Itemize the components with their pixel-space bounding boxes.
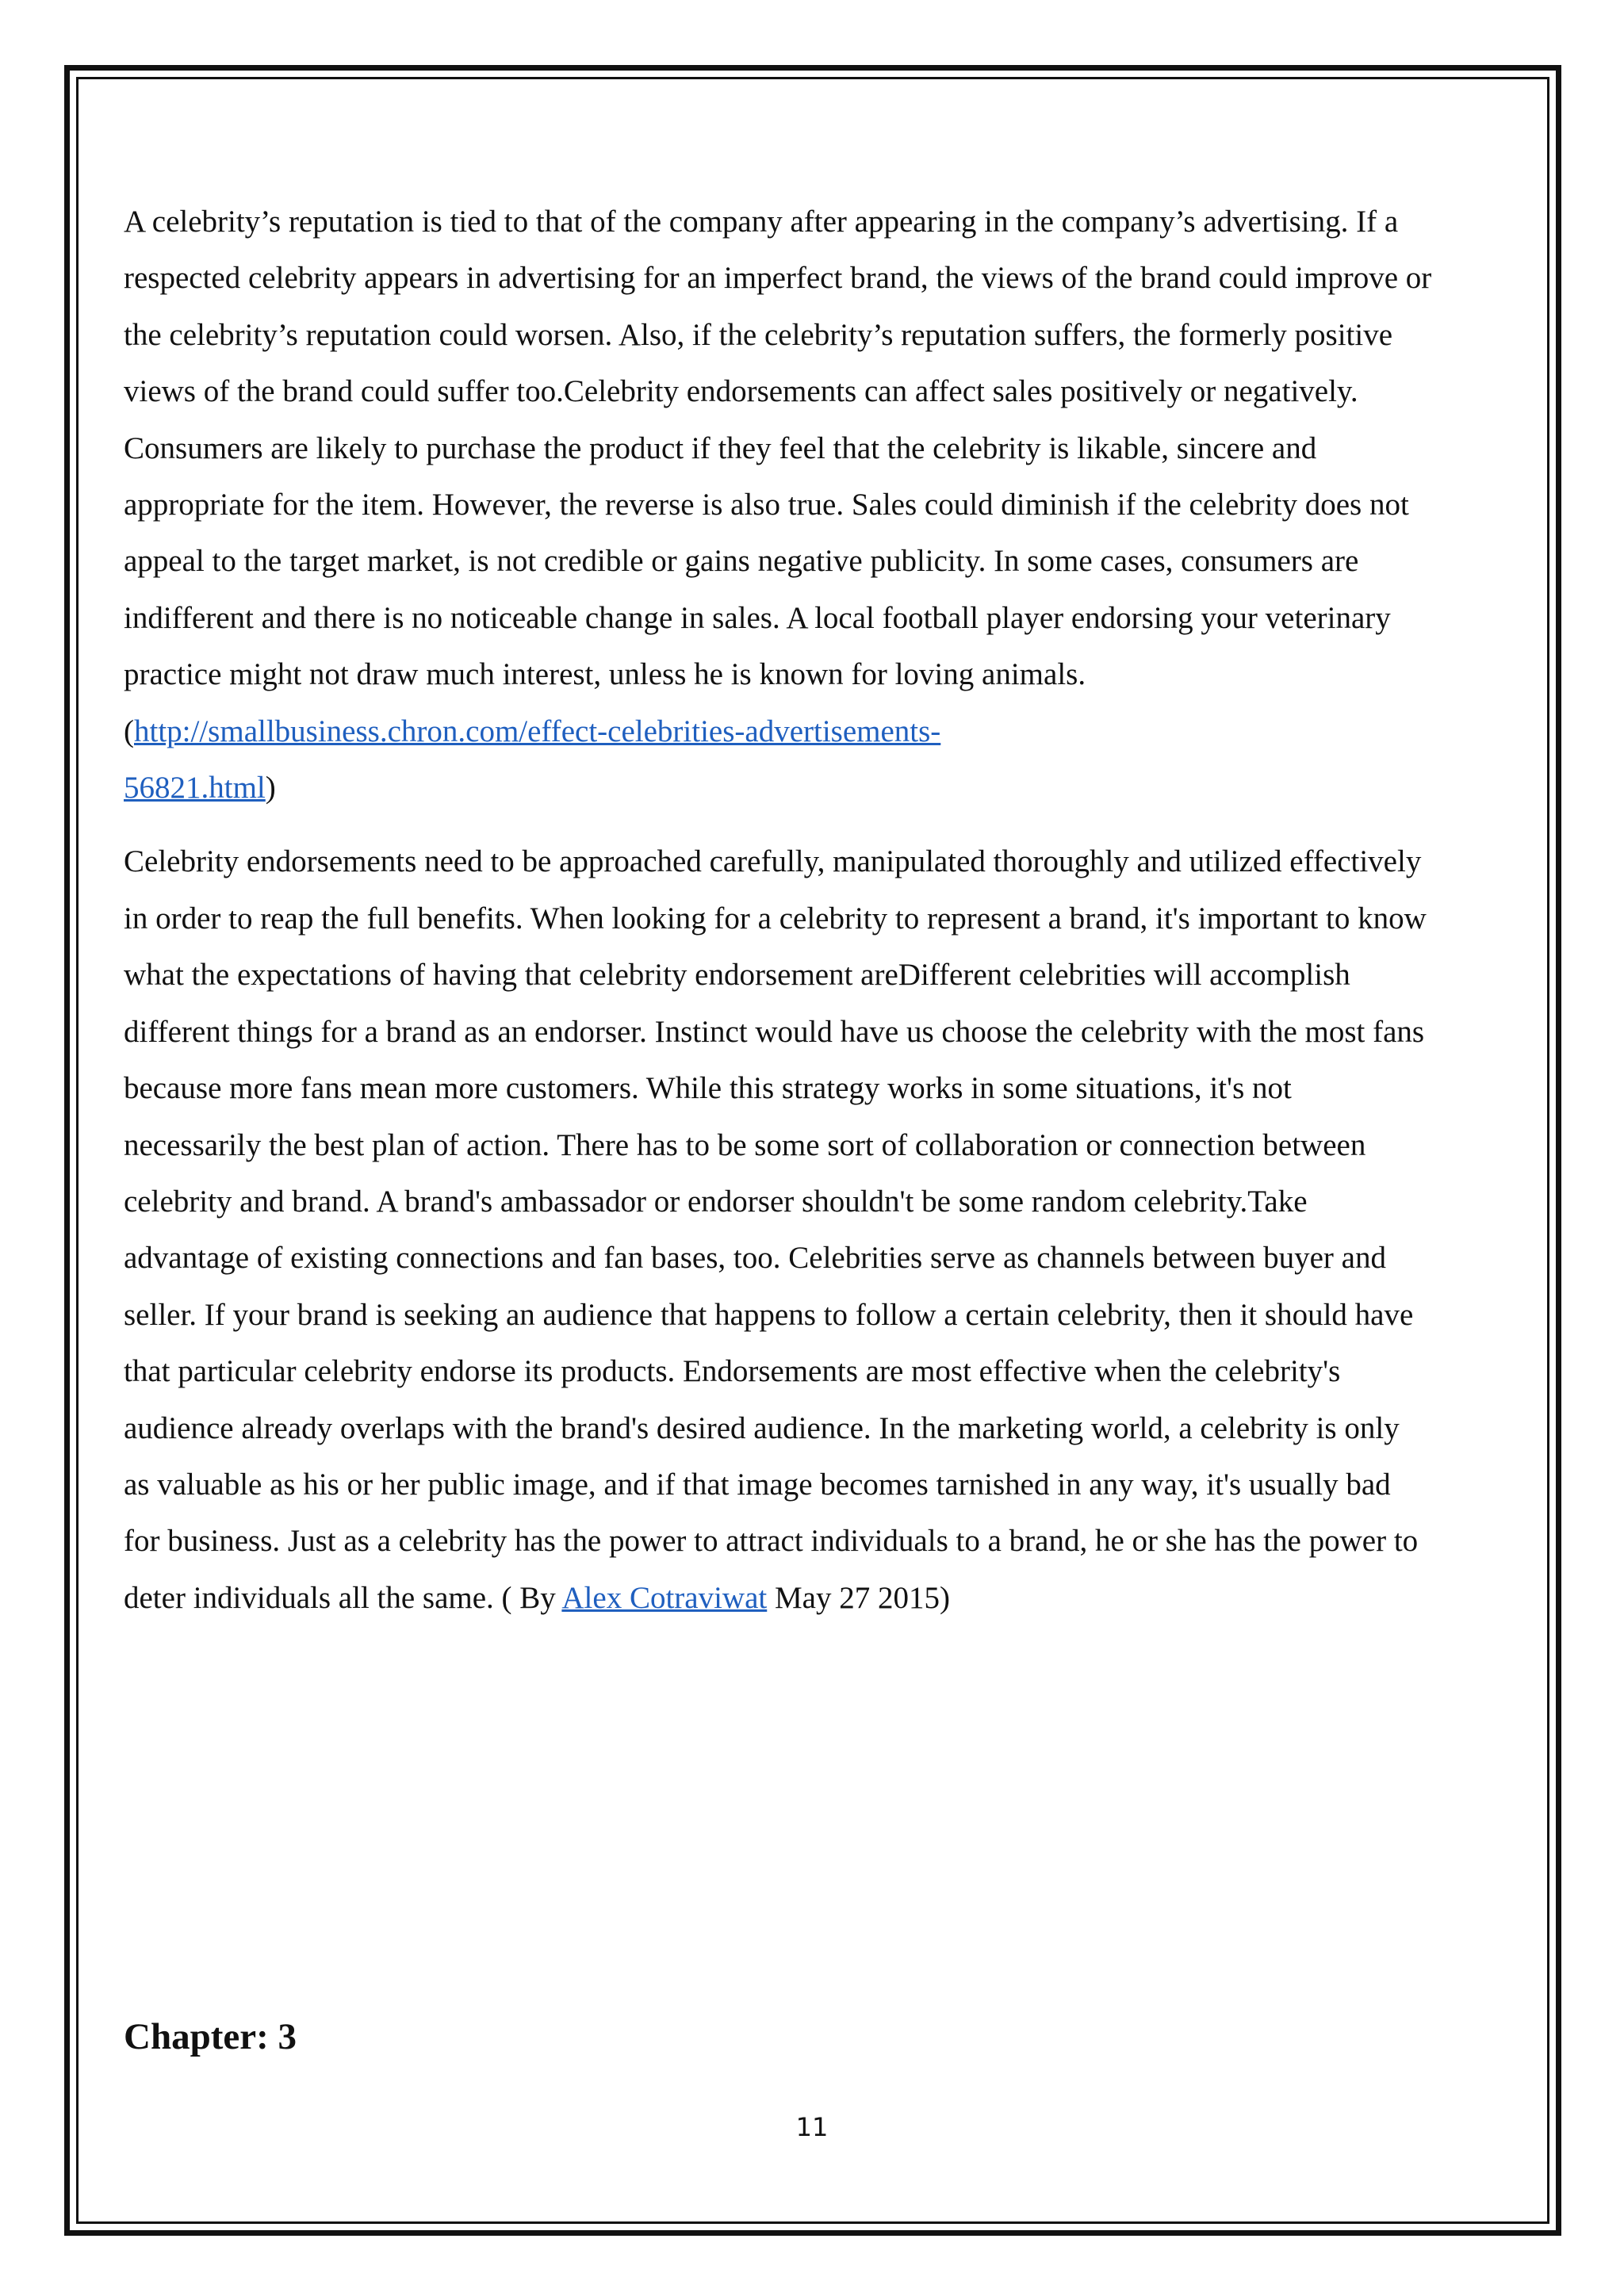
paragraph-celebrity-endorsements [124, 833, 1432, 1626]
paragraph-celebrity-reputation [124, 193, 1432, 816]
chapter-heading: Chapter: 3 [124, 2016, 297, 2057]
paragraph-1-closing: ) [265, 771, 276, 806]
paragraph-1-text: A celebrity’s reputation is tied to that of the company after appearing in the company’s advertising. If a respected celebrity appears in advertising for an imperfect brand, the views of the brand could improve or the celebrity’s reputation could worsen. Also, if the celebrity’s reputation suffers, the formerly positive views of the brand could suffer too.Celebrity endorsements can affect sales positively or negatively. Consumers are likely to purchase the product if they feel that the celebrity is likable, sincere and appropriate for the item. However, the reverse is also true. Sales could diminish if the celebrity does not appeal to the target market, is not credible or gains negative publicity. In some cases, consumers are indifferent and there is no noticeable change in sales. A local football player endorsing your veterinary practice might not draw much interest, unless he is known for loving animals. ( [124, 205, 1432, 748]
paragraph-2-text: Celebrity endorsements need to be approached carefully, manipulated thoroughly and utilized effectively in order to reap the full benefits. When looking for a celebrity to represent a brand, it's important to know what the expectations of having that celebrity endorsement areDifferent celebrities will accomplish different things for a brand as an endorser. Instinct would have us choose the celebrity with the most fans because more fans mean more customers. While this strategy works in some situations, it's not necessarily the best plan of action. There has to be some sort of collaboration or connection between celebrity and brand. A brand's ambassador or endorser shouldn't be some random celebrity.Take advantage of existing connections and fan bases, too. Celebrities serve as channels between buyer and seller. If your brand is seeking an audience that happens to follow a certain celebrity, then it should have that particular celebrity endorse its products. Endorsements are most effective when the celebrity's audience already overlaps with the brand's desired audience. In the marketing world, a celebrity is only as valuable as his or her public image, and if that image becomes tarnished in any way, it's usually bad for business. Just as a celebrity has the power to attract individuals to a brand, he or she has the power to deter individuals all the same. ( By [124, 844, 1427, 1615]
page-number: 11 [795, 2112, 829, 2142]
source-link-chron[interactable]: http://smallbusiness.chron.com/effect-celebrities-advertisements- 56821.html [124, 714, 941, 806]
document-body [124, 193, 1432, 1626]
author-link[interactable]: Alex Cotraviwat [561, 1580, 768, 1615]
paragraph-2-date: May 27 2015) [767, 1580, 950, 1615]
